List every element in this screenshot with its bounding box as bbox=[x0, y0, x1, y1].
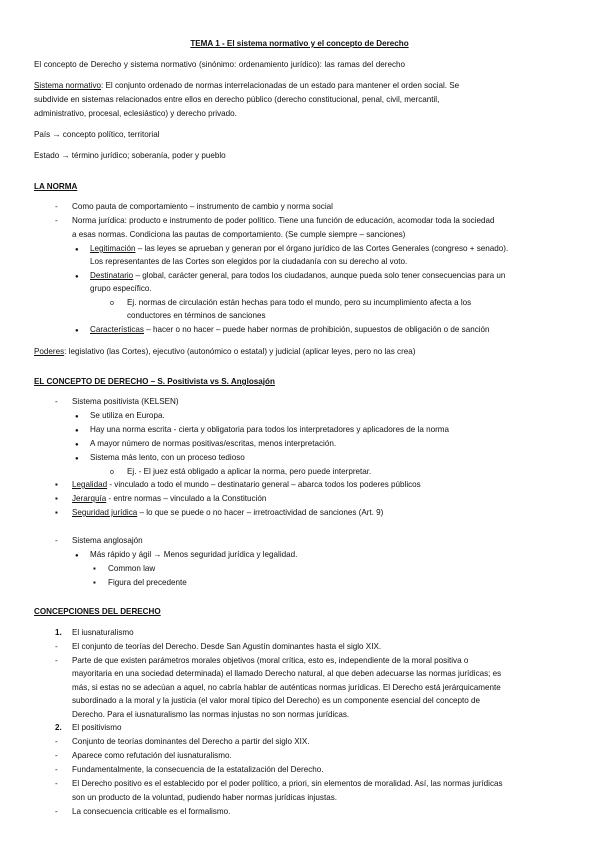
dash-bullet bbox=[55, 201, 58, 212]
iusnat-item-2d: subordinado a la moral y la justicia (el valor moral típico del Derecho) es un componente esencial del concepto de bbox=[72, 696, 481, 705]
legalidad-text: - vinculado a todo el mundo – destinatario general – abarca todos los poderes públicos bbox=[107, 480, 421, 489]
square-bullet bbox=[93, 577, 96, 588]
positivista-item-3: A mayor número de normas positivas/escritas, menos interpretación. bbox=[90, 439, 337, 448]
anglosajon-line: Sistema anglosajón bbox=[72, 536, 143, 545]
positivismo-item-5: La consecuencia criticable es el formalismo. bbox=[72, 807, 231, 816]
dash-bullet bbox=[55, 778, 58, 789]
ejemplo-line-1: Ej. normas de circulación están hechas para todo el mundo, pero su incumplimiento afecta a los bbox=[127, 298, 472, 307]
dash-bullet bbox=[55, 750, 58, 761]
number-2: 2. bbox=[55, 723, 62, 732]
common-law: Common law bbox=[108, 564, 156, 573]
dash-bullet bbox=[55, 806, 58, 817]
number-1: 1. bbox=[55, 628, 62, 637]
legitimacion-label: Legitimación bbox=[90, 244, 136, 253]
sistema-text-1: : El conjunto ordenado de normas interrelacionadas de un estado para mantener el orden social. Se bbox=[101, 81, 460, 90]
circle-bullet bbox=[110, 466, 114, 478]
sistema-line-1 bbox=[34, 80, 459, 91]
positivismo-item-3: Fundamentalmente, la consecuencia de la estatalización del Derecho. bbox=[72, 765, 324, 774]
poderes-line bbox=[34, 346, 416, 357]
dash-bullet bbox=[55, 535, 58, 546]
dot-bullet bbox=[75, 270, 79, 281]
legitimacion-text: – las leyes se aprueban y generan por el órgano jurídico de las Cortes Generales (congreso + senado). bbox=[135, 244, 509, 253]
norma-bullet-2a: Norma jurídica: producto e instrumento de poder político. Tiene una función de educación, acomodar toda la sociedad bbox=[72, 216, 495, 225]
dot-bullet bbox=[75, 410, 79, 421]
concepto-heading: EL CONCEPTO DE DERECHO – S. Positivista vs S. Anglosajón bbox=[34, 377, 275, 386]
norma-bullet-1: Como pauta de comportamiento – instrumento de cambio y norma social bbox=[72, 202, 333, 211]
positivismo-heading: El positivismo bbox=[72, 723, 122, 732]
dash-bullet bbox=[55, 215, 58, 226]
figura-precedente: Figura del precedente bbox=[108, 578, 187, 587]
seguridad-text: – lo que se puede o no hacer – irretroactividad de sanciones (Art. 9) bbox=[137, 508, 384, 517]
dot-bullet bbox=[75, 438, 79, 449]
square-bullet bbox=[55, 507, 58, 518]
concepciones-heading: CONCEPCIONES DEL DERECHO bbox=[34, 607, 161, 616]
iusnat-item-2a: Parte de que existen parámetros morales objetivos (moral crítica, esto es, independiente de la moral positiva o bbox=[72, 656, 469, 665]
legitimacion-line-2: Los representantes de las Cortes son elegidos por la ciudadanía con su derecho al voto. bbox=[90, 257, 408, 266]
dash-bullet bbox=[55, 655, 58, 666]
seguridad-label: Seguridad jurídica bbox=[72, 508, 138, 517]
dot-bullet bbox=[75, 243, 79, 254]
jerarquia-label: Jerarquía bbox=[72, 494, 107, 503]
estado-line: Estado → término jurídico; soberanía, poder y pueblo bbox=[34, 151, 226, 160]
jerarquia-text: - entre normas – vinculado a la Constitución bbox=[106, 494, 267, 503]
dash-bullet bbox=[55, 641, 58, 652]
sistema-label: Sistema normativo bbox=[34, 81, 102, 90]
destinatario-line-1 bbox=[90, 270, 505, 281]
dash-bullet bbox=[55, 396, 58, 407]
positivismo-item-1: Conjunto de teorías dominantes del Derecho a partir del siglo XIX. bbox=[72, 737, 310, 746]
caracteristicas-line bbox=[90, 324, 490, 335]
intro-line: El concepto de Derecho y sistema normativo (sinónimo: ordenamiento jurídico): las ramas del derecho bbox=[34, 60, 405, 69]
seguridad-line bbox=[72, 507, 383, 518]
pais-line: País → concepto político, territorial bbox=[34, 130, 160, 139]
destinatario-line-2: grupo específico. bbox=[90, 284, 152, 293]
square-bullet bbox=[55, 479, 58, 490]
legitimacion-line-1 bbox=[90, 243, 508, 254]
dash-bullet bbox=[55, 736, 58, 747]
circle-bullet bbox=[110, 297, 114, 309]
destinatario-text: – global, carácter general, para todos los ciudadanos, aunque pueda solo tener consecuencias para un bbox=[133, 271, 506, 280]
ejemplo-line-2: conductores en términos de sanciones bbox=[127, 311, 266, 320]
legalidad-label: Legalidad bbox=[72, 480, 108, 489]
dot-bullet bbox=[75, 324, 79, 335]
dot-bullet bbox=[75, 452, 79, 463]
poderes-label: Poderes bbox=[34, 347, 65, 356]
positivismo-item-4a: El Derecho positivo es el establecido por el poder político, a priori, sin elementos de moralidad. Así, las normas jurídicas bbox=[72, 779, 503, 788]
dash-bullet bbox=[55, 764, 58, 775]
square-bullet bbox=[93, 563, 96, 574]
caracteristicas-label: Características bbox=[90, 325, 144, 334]
positivista-item-2: Hay una norma escrita - cierta y obligatoria para todos los interpretadores y aplicadores de la norma bbox=[90, 425, 450, 434]
iusnat-item-1: El conjunto de teorías del Derecho. Desde San Agustín dominantes hasta el siglo XIX. bbox=[72, 642, 382, 651]
dot-bullet bbox=[75, 424, 79, 435]
poderes-text: : legislativo (las Cortes), ejecutivo (autonómico o estatal) y judicial (aplicar leyes, pero no las crea) bbox=[64, 347, 416, 356]
sistema-line-2: subdivide en sistemas relacionados entre ellos en derecho público (derecho constitucional, penal, civil, mercantil, bbox=[34, 95, 440, 104]
iusnat-item-2c: más, si estas no se adecúan a aquel, no cabría hablar de auténticas normas jurídicas. El Derecho está jerárquicamente bbox=[72, 683, 501, 692]
positivista-line: Sistema positivista (KELSEN) bbox=[72, 397, 179, 406]
iusnat-item-2e: Derecho. Para el iusnaturalismo las normas injustas no son normas jurídicas. bbox=[72, 710, 350, 719]
page-title: TEMA 1 - El sistema normativo y el concepto de Derecho bbox=[190, 39, 409, 48]
positivismo-item-4b: son un producto de la voluntad, pudiendo haber normas jurídicas injustas. bbox=[72, 793, 338, 802]
norma-bullet-2b: a esas normas. Condiciona las pautas de comportamiento. (Se cumple siempre – sanciones) bbox=[72, 230, 406, 239]
positivista-item-1: Se utiliza en Europa. bbox=[90, 411, 165, 420]
sistema-line-3: administrativo, procesal, eclesiástico) y derecho privado. bbox=[34, 109, 237, 118]
iusnaturalismo-heading: El iusnaturalismo bbox=[72, 628, 134, 637]
la-norma-heading: LA NORMA bbox=[34, 182, 78, 191]
caracteristicas-text: – hacer o no hacer – puede haber normas de prohibición, supuestos de obligación o de sanción bbox=[143, 325, 490, 334]
destinatario-label: Destinatario bbox=[90, 271, 134, 280]
positivista-item-4: Sistema más lento, con un proceso tedioso bbox=[90, 453, 245, 462]
positivismo-item-2: Aparece como refutación del iusnaturalismo. bbox=[72, 751, 232, 760]
square-bullet bbox=[55, 493, 58, 504]
dot-bullet bbox=[75, 549, 79, 560]
anglosajon-item-1: Más rápido y ágil → Menos seguridad jurídica y legalidad. bbox=[90, 550, 298, 559]
iusnat-item-2b: mayoritaria en una sociedad determinada) el llamado Derecho natural, al que deben adecuarse las normas jurídicas; es bbox=[72, 669, 502, 678]
positivista-ejemplo: Ej. - El juez está obligado a aplicar la norma, pero puede interpretar. bbox=[127, 467, 372, 476]
jerarquia-line bbox=[72, 493, 266, 504]
legalidad-line bbox=[72, 479, 421, 490]
